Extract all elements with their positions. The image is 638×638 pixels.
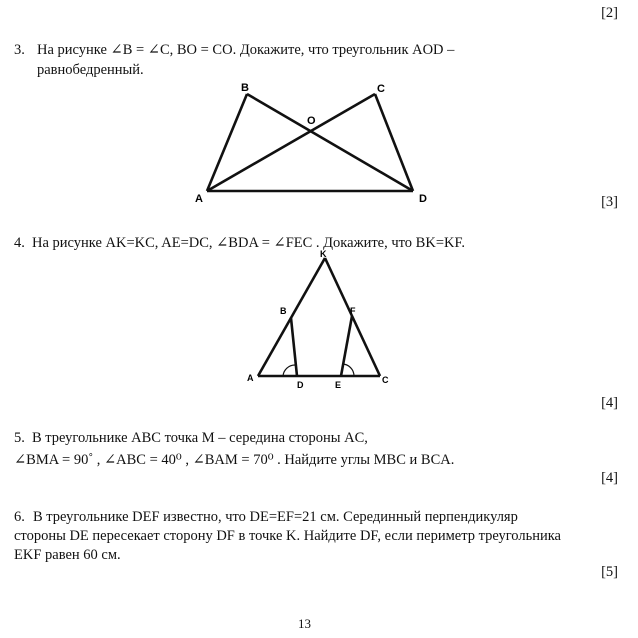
label-C: C [377, 83, 385, 95]
problem-5-number: 5. [14, 430, 25, 446]
angle-BDA-arc [283, 365, 295, 376]
label-B: B [280, 306, 287, 316]
label-O: O [307, 115, 316, 127]
problem-6-line3: EKF равен 60 см. [14, 547, 121, 563]
segment-BD [247, 94, 413, 191]
score-mark-5: [4] [601, 470, 618, 486]
problem-4-line1: На рисунке AK=KC, AE=DC, ∠BDA = ∠FEC . Докажите, что BK=KF. [32, 235, 465, 251]
label-D: D [297, 380, 304, 390]
segment-AB [207, 94, 247, 191]
segment-AK [258, 258, 325, 376]
score-mark-top: [2] [601, 5, 618, 21]
segment-BD [291, 318, 297, 376]
label-C: C [382, 375, 389, 385]
score-mark-4: [4] [601, 395, 618, 411]
problem-3-line1: На рисунке ∠B = ∠C, BO = CO. Докажите, что треугольник AOD – [37, 42, 455, 58]
problem-3-figure [190, 78, 440, 210]
problem-4-number: 4. [14, 235, 25, 251]
problem-5-line2: ∠BMA = 90˚ , ∠ABC = 40⁰ , ∠BAM = 70⁰ . Найдите углы MBC и BCA. [14, 452, 455, 468]
label-E: E [335, 380, 342, 390]
problem-6-number: 6. [14, 509, 25, 525]
problem-5-line1: В треугольнике ABC точка M – середина стороны AC, [32, 430, 368, 446]
label-F: F [350, 306, 356, 316]
label-A: A [247, 373, 254, 383]
score-mark-3: [3] [601, 194, 618, 210]
segment-CD [375, 94, 413, 191]
problem-6-line1: В треугольнике DEF известно, что DE=EF=21 см. Серединный перпендикуляр [33, 509, 518, 525]
problem-3-number: 3. [14, 42, 25, 58]
label-B: B [241, 82, 249, 94]
label-A: A [195, 193, 203, 205]
score-mark-6: [5] [601, 564, 618, 580]
problem-6-line2: стороны DE пересекает сторону DF в точке K. Найдите DF, если периметр треугольника [14, 528, 561, 544]
label-D: D [419, 193, 427, 205]
problem-4-figure [240, 248, 400, 390]
segment-AC [207, 94, 375, 191]
label-K: K [320, 249, 327, 259]
problem-3-line2: равнобедренный. [37, 62, 144, 78]
page-number: 13 [298, 616, 311, 631]
